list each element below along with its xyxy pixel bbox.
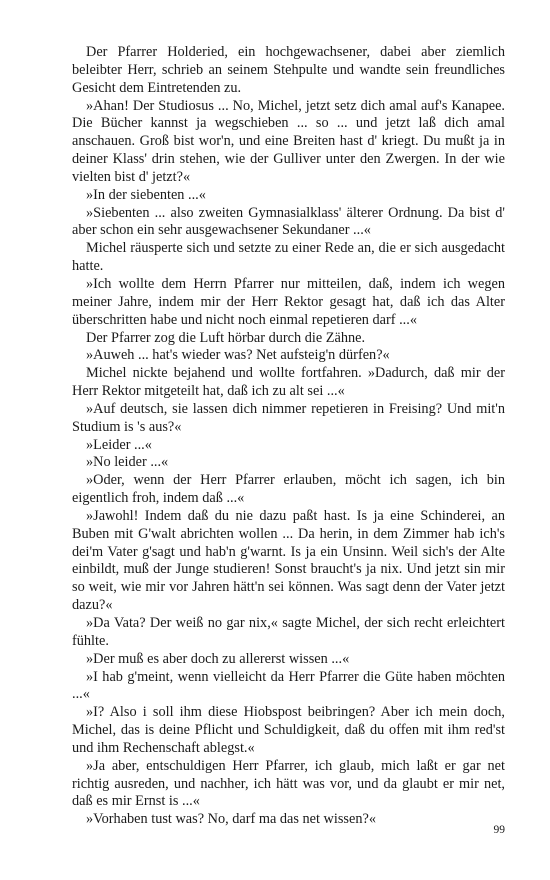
paragraph: »Auweh ... hat's wieder was? Net aufsteig'n dürfen?« [86,347,390,364]
paragraph: »Der muß es aber doch zu allererst wissen ...« [86,650,350,667]
page-number: 99 [493,824,505,836]
paragraph: Michel nickte bejahend und wollte fortfahren. »Dadurch, daß mir der Herr Rektor mitgeteilt hat, daß ich zu alt sei ...« [72,365,505,400]
paragraph: Der Pfarrer zog die Luft hörbar durch die Zähne. [86,329,366,346]
paragraph: »Da Vata? Der weiß no gar nix,« sagte Michel, der sich recht erleichtert fühlte. [72,615,505,649]
paragraph: »Ahan! Der Studiosus ... No, Michel, jetzt setz dich amal auf's Kanapee. Die Bücher kannst ja wegschieben ... so ... und jetzt laß dich amal anschauen. Groß bist wor'n, und eine Breiten hast d' kriegt. Du mußt ja in deiner Klass' drin stehen, wie der Gulliver unter den Zwergen. In der wie vielten bist d' jetzt?« [72,97,505,185]
paragraph: »Ich wollte dem Herrn Pfarrer nur mitteilen, daß, indem ich wegen meiner Jahre, indem mir der Herr Rektor gesagt hat, daß ich das Alter überschritten habe und nicht noch einmal repetieren darf ...« [72,275,505,328]
paragraph: Der Pfarrer Holderied, ein hochgewachsener, dabei aber ziemlich beleibter Herr, schrieb an seinem Stehpulte und wandte sein freundliches Gesicht dem Eintretenden zu. [72,44,505,96]
paragraph: »Jawohl! Indem daß du nie dazu paßt hast. Is ja eine Schinderei, an Buben mit G'walt abrichten wollen ... Da herin, in dem Zimmer hab ich's dei'm Vater g'sagt und hab'n g'warnt. Is ja ein Unsinn. Weil sich's der Alte einbildt, muß der Junge studieren! Sonst braucht's ja nix. Und jetzt sin mir so weit, wie mir vor Jahren hätt'n sei können. Was sagt denn der Vater jetzt dazu?« [72,507,505,614]
paragraph: »No leider ...« [86,454,169,471]
paragraph: »Auf deutsch, sie lassen dich nimmer repetieren in Freising? Und mit'n Studium is 's aus?« [72,400,505,435]
paragraph: »Leider ...« [86,436,152,453]
paragraph: »I? Also i soll ihm diese Hiobspost beibringen? Aber ich mein doch, Michel, das is deine Pflicht und Schuldigkeit, daß du offen mit ihm red'st und ihm Rechenschaft ablegst.« [72,704,505,756]
body-text [72,44,505,829]
paragraph: »Ja aber, entschuldigen Herr Pfarrer, ich glaub, mich laßt er gar net richtig ausreden, und nachher, ich hätt was vor, und da glaubt er mir net, daß es mir Ernst is ...« [72,757,505,810]
paragraph: »Oder, wenn der Herr Pfarrer erlauben, möcht ich sagen, ich bin eigentlich froh, indem daß ...« [72,472,505,507]
paragraph: »Siebenten ... also zweiten Gymnasialklass' älterer Ordnung. Da bist d' aber schon ein sehr ausgewachsener Sekundaner ...« [72,204,505,239]
paragraph: »In der siebenten ...« [86,186,206,203]
paragraph: Michel räusperte sich und setzte zu einer Rede an, die er sich ausgedacht hatte. [72,240,505,275]
paragraph: »Vorhaben tust was? No, darf ma das net wissen?« [86,811,376,828]
paragraph: »I hab g'meint, wenn vielleicht da Herr Pfarrer die Güte haben möchten ...« [72,668,505,703]
